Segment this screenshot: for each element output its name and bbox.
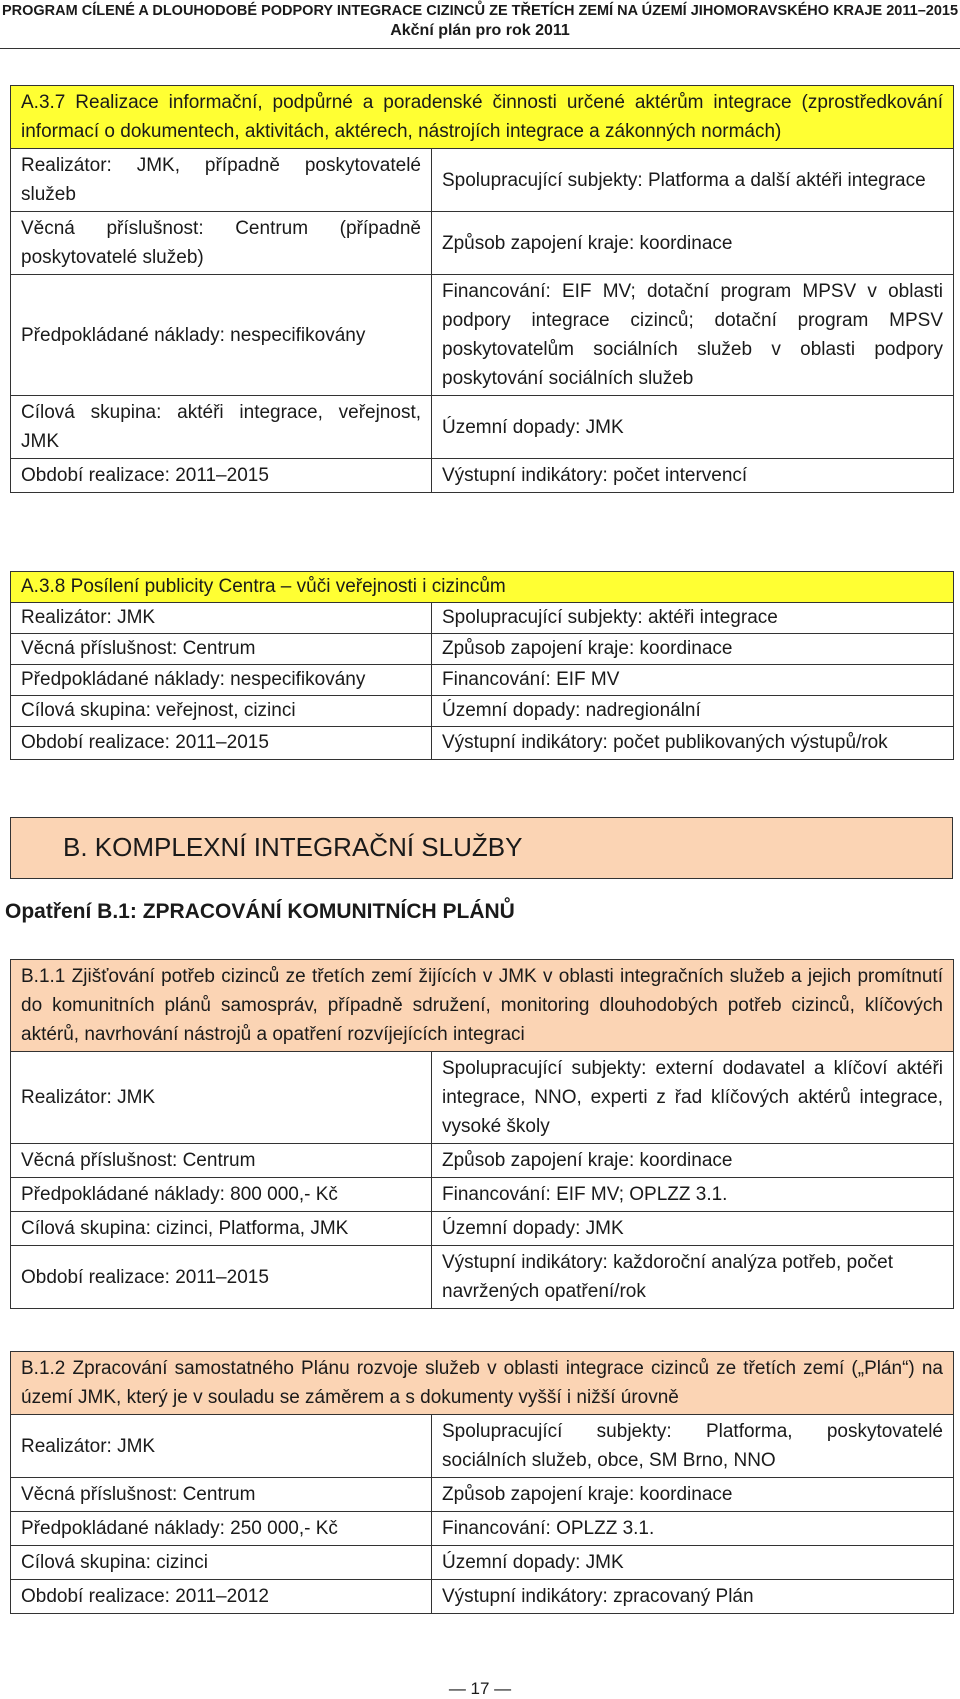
a38-naklady: Předpokládané náklady: nespecifikovány: [11, 665, 432, 696]
b12-vecna: Věcná příslušnost: Centrum: [11, 1478, 432, 1512]
table-row: [11, 1212, 954, 1246]
b11-financovani: Financování: EIF MV; OPLZZ 3.1.: [432, 1178, 954, 1212]
b11-indikatory: Výstupní indikátory: každoroční analýza potřeb, počet navržených opatření/rok: [432, 1246, 954, 1309]
a37-indikatory: Výstupní indikátory: počet intervencí: [432, 459, 954, 493]
a38-obdobi: Období realizace: 2011–2015: [11, 727, 432, 760]
b11-uzemni: Územní dopady: JMK: [432, 1212, 954, 1246]
a37-uzemni: Územní dopady: JMK: [432, 396, 954, 459]
b12-spolupracujici: Spolupracující subjekty: Platforma, poskytovatelé sociálních služeb, obce, SM Brno, NNO: [432, 1415, 954, 1478]
table-row: [11, 634, 954, 665]
a38-title: A.3.8 Posílení publicity Centra – vůči veřejnosti i cizincům: [11, 572, 954, 603]
table-row: [11, 1546, 954, 1580]
b11-vecna: Věcná příslušnost: Centrum: [11, 1144, 432, 1178]
a37-cilova: Cílová skupina: aktéři integrace, veřejnost, JMK: [11, 396, 432, 459]
table-row: [11, 1144, 954, 1178]
b12-zpusob: Způsob zapojení kraje: koordinace: [432, 1478, 954, 1512]
a37-title: A.3.7 Realizace informační, podpůrné a poradenské činnosti určené aktérům integrace (zprostředkování informací o dokumentech, aktivitách, aktérech, nástrojích integrace a zákonných normách): [11, 86, 954, 149]
opatreni-b1-heading: Opatření B.1: ZPRACOVÁNÍ KOMUNITNÍCH PLÁNŮ: [5, 900, 515, 923]
table-row: [11, 1246, 954, 1309]
header-rule: [0, 48, 960, 49]
table-row: [11, 275, 954, 396]
b11-realizator: Realizátor: JMK: [11, 1052, 432, 1144]
a37-zpusob: Způsob zapojení kraje: koordinace: [432, 212, 954, 275]
b12-title: B.1.2 Zpracování samostatného Plánu rozvoje služeb v oblasti integrace cizinců ze třetích zemí („Plán“) na území JMK, který je v souladu se záměrem a s dokumenty vyšší i nižší úrovně: [11, 1352, 954, 1415]
a37-spolupracujici: Spolupracující subjekty: Platforma a další aktéři integrace: [432, 149, 954, 212]
b11-naklady: Předpokládané náklady: 800 000,- Kč: [11, 1178, 432, 1212]
table-row: [11, 459, 954, 493]
table-row: [11, 1512, 954, 1546]
b12-cilova: Cílová skupina: cizinci: [11, 1546, 432, 1580]
b12-uzemni: Územní dopady: JMK: [432, 1546, 954, 1580]
table-b12: [10, 1351, 954, 1614]
b12-realizator: Realizátor: JMK: [11, 1415, 432, 1478]
b12-financovani: Financování: OPLZZ 3.1.: [432, 1512, 954, 1546]
table-row: [11, 696, 954, 727]
table-row: [11, 603, 954, 634]
table-row: [11, 396, 954, 459]
table-row: [11, 1478, 954, 1512]
a38-indikatory: Výstupní indikátory: počet publikovaných výstupů/rok: [432, 727, 954, 760]
a38-spolupracujici: Spolupracující subjekty: aktéři integrace: [432, 603, 954, 634]
a38-cilova: Cílová skupina: veřejnost, cizinci: [11, 696, 432, 727]
table-a38: [10, 571, 954, 760]
a37-financovani: Financování: EIF MV; dotační program MPSV v oblasti podpory integrace cizinců; dotační program MPSV poskytovatelům sociálních služeb v oblasti podpory poskytování sociálních služeb: [432, 275, 954, 396]
table-row: [11, 665, 954, 696]
page-number: — 17 —: [448, 1679, 512, 1698]
b11-obdobi: Období realizace: 2011–2015: [11, 1246, 432, 1309]
b11-spolupracujici: Spolupracující subjekty: externí dodavatel a klíčoví aktéři integrace, NNO, experti z řad klíčových aktérů integrace, vysoké školy: [432, 1052, 954, 1144]
table-a37: [10, 85, 954, 493]
a38-vecna: Věcná příslušnost: Centrum: [11, 634, 432, 665]
table-row: [11, 1052, 954, 1144]
table-row: [11, 1178, 954, 1212]
section-b-heading: B. KOMPLEXNÍ INTEGRAČNÍ SLUŽBY: [10, 817, 953, 879]
header-plan-title: Akční plán pro rok 2011: [390, 22, 570, 39]
page-header: [0, 0, 960, 48]
b11-title: B.1.1 Zjišťování potřeb cizinců ze třetích zemí žijících v JMK v oblasti integračních služeb a jejich promítnutí do komunitních plánů samospráv, případně sdružení, monitoring dlouhodobých potřeb cizinců, klíčových aktérů, navrhování nástrojů a opatření rozvíjejících integraci: [11, 960, 954, 1052]
header-program-title: PROGRAM CÍLENÉ A DLOUHODOBÉ PODPORY INTEGRACE CIZINCŮ ZE TŘETÍCH ZEMÍ NA ÚZEMÍ JIHOMORAVSKÉHO KRAJE 2011–2015: [1, 3, 959, 19]
b11-cilova: Cílová skupina: cizinci, Platforma, JMK: [11, 1212, 432, 1246]
a38-zpusob: Způsob zapojení kraje: koordinace: [432, 634, 954, 665]
b12-naklady: Předpokládané náklady: 250 000,- Kč: [11, 1512, 432, 1546]
a37-obdobi: Období realizace: 2011–2015: [11, 459, 432, 493]
a37-realizator: Realizátor: JMK, případně poskytovatelé služeb: [11, 149, 432, 212]
a37-vecna: Věcná příslušnost: Centrum (případně poskytovatelé služeb): [11, 212, 432, 275]
a38-financovani: Financování: EIF MV: [432, 665, 954, 696]
table-row: [11, 149, 954, 212]
b12-obdobi: Období realizace: 2011–2012: [11, 1580, 432, 1614]
table-row: [11, 727, 954, 760]
a38-realizator: Realizátor: JMK: [11, 603, 432, 634]
a38-uzemni: Územní dopady: nadregionální: [432, 696, 954, 727]
a37-naklady: Předpokládané náklady: nespecifikovány: [11, 275, 432, 396]
table-row: [11, 1415, 954, 1478]
b12-indikatory: Výstupní indikátory: zpracovaný Plán: [432, 1580, 954, 1614]
table-b11: [10, 959, 954, 1309]
table-row: [11, 1580, 954, 1614]
table-row: [11, 212, 954, 275]
b11-zpusob: Způsob zapojení kraje: koordinace: [432, 1144, 954, 1178]
